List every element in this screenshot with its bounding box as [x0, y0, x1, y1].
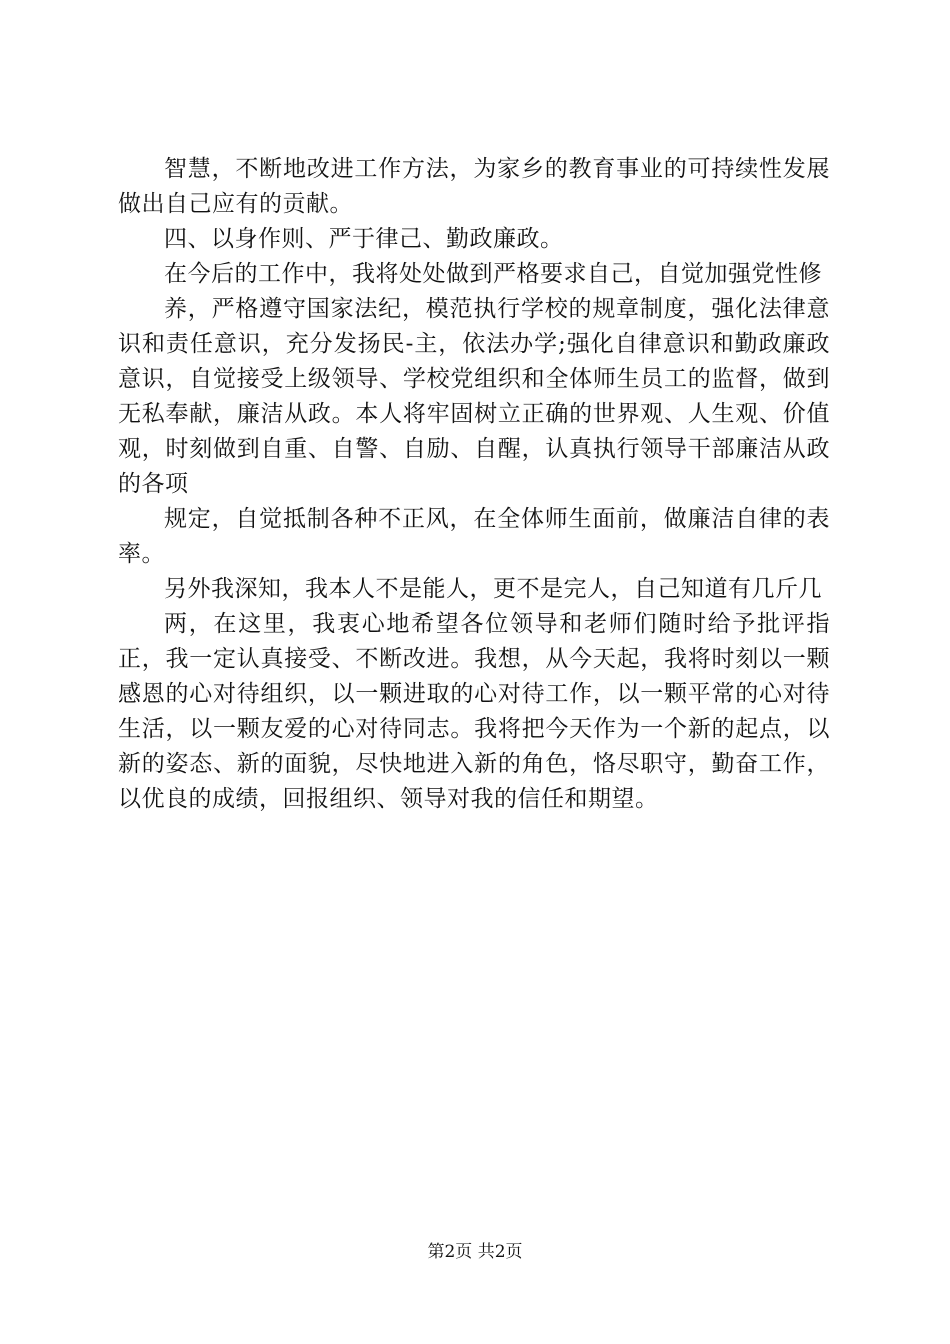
paragraph-1: 智慧，不断地改进工作方法，为家乡的教育事业的可持续性发展做出自己应有的贡献。: [118, 156, 830, 217]
paragraph-3: 在今后的工作中，我将处处做到严格要求自己，自觉加强党性修: [164, 261, 822, 287]
document-body: [118, 152, 830, 817]
paragraph-5: 规定，自觉抵制各种不正风，在全体师生面前，做廉洁自律的表率。: [118, 506, 830, 567]
paragraph-4: 养，严格遵守国家法纪，模范执行学校的规章制度，强化法律意识和责任意识，充分发扬民-主，依法办学;强化自律意识和勤政廉政意识，自觉接受上级领导、学校党组织和全体师生员工的监督，做到无私奉献，廉洁从政。本人将牢固树立正确的世界观、人生观、价值观，时刻做到自重、自警、自励、自醒，认真执行领导干部廉洁从政的各项: [118, 296, 830, 497]
page-number-indicator: 第2页 共2页: [427, 1242, 523, 1262]
paragraph-7: 两，在这里，我衷心地希望各位领导和老师们随时给予批评指正，我一定认真接受、不断改进。我想，从今天起，我将时刻以一颗感恩的心对待组织，以一颗进取的心对待工作，以一颗平常的心对待生活，以一颗友爱的心对待同志。我将把今天作为一个新的起点，以新的姿态、新的面貌，尽快地进入新的角色，恪尽职守，勤奋工作，以优良的成绩，回报组织、领导对我的信任和期望。: [118, 611, 830, 812]
paragraph-6: 另外我深知，我本人不是能人，更不是完人，自己知道有几斤几: [164, 576, 822, 602]
page-footer: [0, 1240, 950, 1264]
paragraph-2-heading: 四、以身作则、严于律己、勤政廉政。: [164, 226, 564, 252]
